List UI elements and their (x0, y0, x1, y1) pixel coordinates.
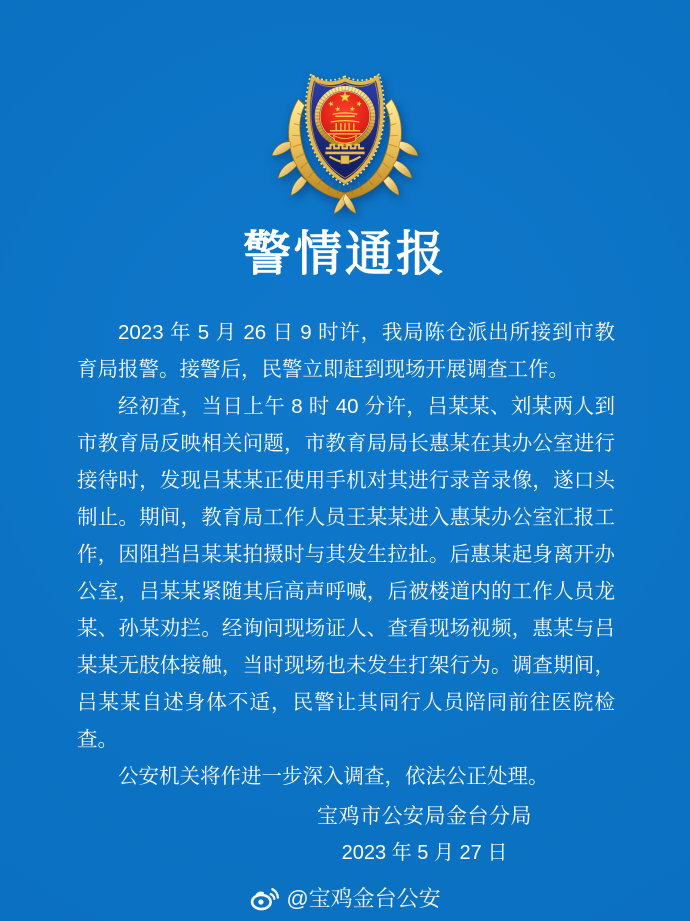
weibo-watermark (0, 882, 690, 913)
notice-paragraph-2: 经初查，当日上午 8 时 40 分许，吕某某、刘某两人到市教育局反映相关问题，市教育局局长惠某在其办公室进行接待时，发现吕某某正使用手机对其进行录音录像，遂口头制止。期间，教育局工作人员王某某进入惠某办公室汇报工作，因阻挡吕某某拍摄时与其发生拉扯。后惠某起身离开办公室，吕某某紧随其后高声呼喊，后被楼道内的工作人员龙某、孙某劝拦。经询问现场证人、查看现场视频，惠某与吕某某无肢体接触，当时现场也未发生打架行为。调查期间，吕某某自述身体不适，民警让其同行人员陪同前往医院检查。 (77, 395, 615, 751)
signature-agency: 宝鸡市公安局金台分局 (317, 805, 532, 828)
signature-date: 2023 年 5 月 27 日 (341, 842, 508, 864)
police-badge-icon (267, 64, 423, 214)
notice-body (77, 314, 615, 795)
watermark-handle: @宝鸡金台公安 (286, 886, 441, 911)
notice-paragraph-3: 公安机关将作进一步深入调查，依法公正处理。 (118, 765, 549, 788)
weibo-icon (249, 885, 279, 911)
signature-block (317, 798, 532, 872)
notice-paragraph-1: 2023 年 5 月 26 日 9 时许，我局陈仓派出所接到市教育局报警。接警后，民警立即赶到现场开展调查工作。 (77, 321, 615, 381)
notice-title: 警情通报 (242, 228, 447, 281)
police-badge-emblem (267, 64, 423, 214)
